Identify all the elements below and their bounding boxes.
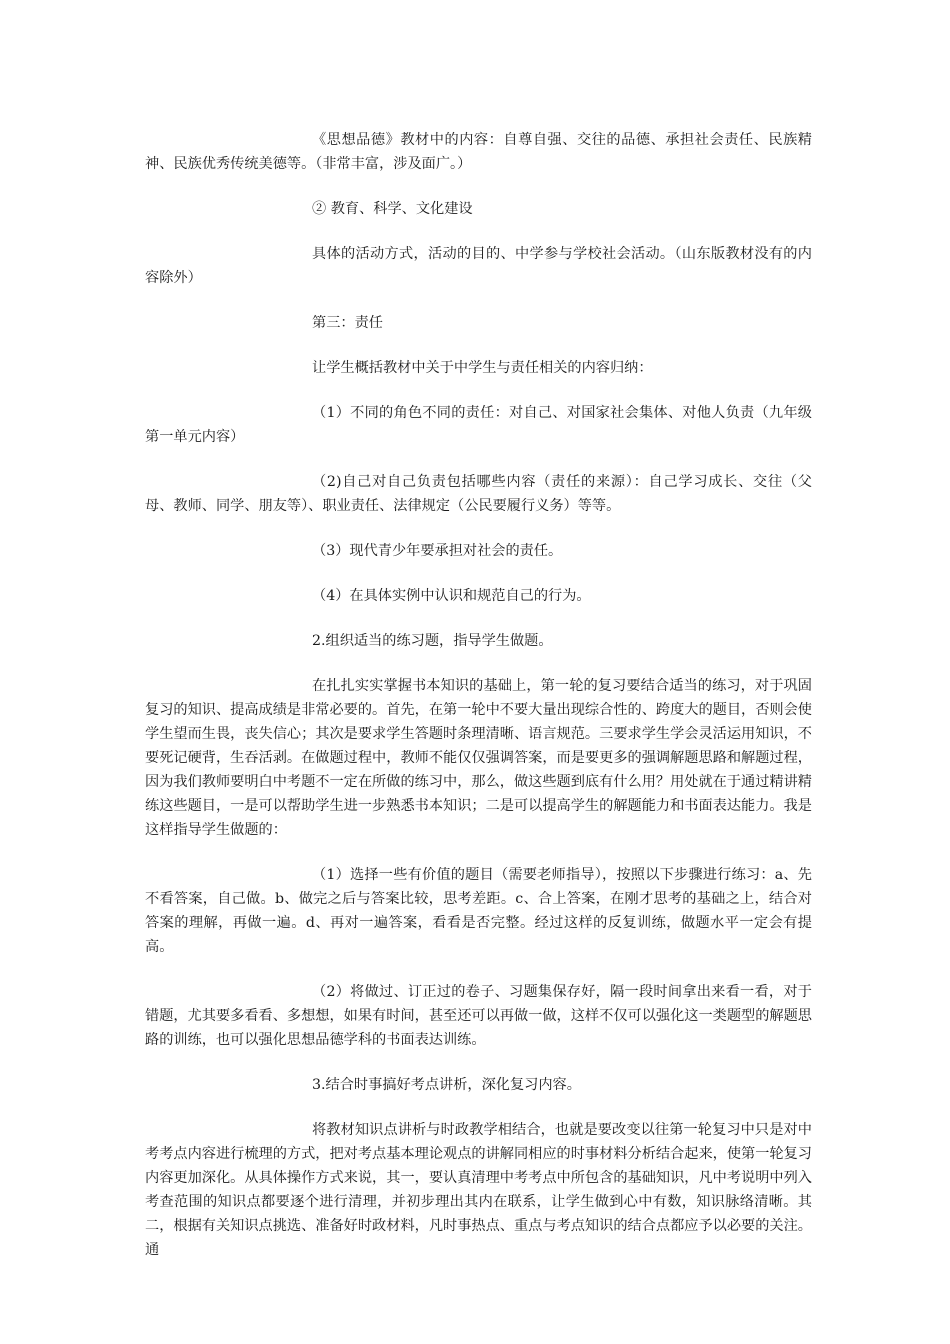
paragraph-item-2-self: （2)自己对自己负责包括哪些内容（责任的来源）：自己学习成长、交往（父母、教师、同学、朋友等）、职业责任、法律规定（公民要履行义务）等等。 [145,474,812,514]
paragraph-practice-body: 在扎扎实实掌握书本知识的基础上，第一轮的复习要结合适当的练习，对于巩固复习的知识、提高成绩是非常必要的。首先，在第一轮中不要大量出现综合性的、跨度大的题目，否则会使学生望而生畏，丧失信心；其次是要求学生答题时条理清晰、语言规范。三要求学生学会灵活运用知识，不要死记硬背，生吞活剥。在做题过程中，教师不能仅仅强调答案，而是要更多的强调解题思路和解题过程，因为我们教师要明白中考题不一定在所做的练习中，那么，做这些题到底有什么用？用处就在于通过精讲精练这些题目，一是可以帮助学生进一步熟悉书本知识；二是可以提高学生的解题能力和书面表达能力。我是这样指导学生做题的： [145,678,812,838]
paragraph-section-responsibility: 第三：责任 [312,315,383,331]
document-body [145,128,812,1262]
paragraph-current-affairs-body: 将教材知识点讲析与时政教学相结合，也就是要改变以往第一轮复习中只是对中考考点内容进行梳理的方式，把对考点基本理论观点的讲解同相应的时事材料分析结合起来，使第一轮复习内容更加深化。从具体操作方式来说，其一，要认真清理中考考点中所包含的基础知识，凡中考说明中列入考查范围的知识点都要逐个进行清理，并初步理出其内在联系，让学生做到心中有数，知识脉络清晰。其二，根据有关知识点挑选、准备好时政材料，凡时事热点、重点与考点知识的结合点都应予以必要的关注。通 [145,1122,812,1258]
paragraph-item-4-behavior: （4）在具体实例中认识和规范自己的行为。 [312,588,591,604]
paragraph-practice-step-1: （1）选择一些有价值的题目（需要老师指导），按照以下步骤进行练习：a、先不看答案，自己做。b、做完之后与答案比较，思考差距。c、合上答案，在刚才思考的基础之上，结合对答案的理解，再做一遍。d、再对一遍答案，看看是否完整。经过这样的反复训练，做题水平一定会有提高。 [145,867,812,955]
paragraph-practice-step-2: （2）将做过、订正过的卷子、习题集保存好，隔一段时间拿出来看一看，对于错题，尤其要多看看、多想想，如果有时间，甚至还可以再做一做，这样不仅可以强化这一类题型的解题思路的训练，也可以强化思想品德学科的书面表达训练。 [145,984,812,1048]
paragraph-activity-methods: 具体的活动方式，活动的目的、中学参与学校社会活动。（山东版教材没有的内容除外） [145,246,812,286]
paragraph-item-3-society: （3）现代青少年要承担对社会的责任。 [312,543,563,559]
paragraph-education-science-culture: ② 教育、科学、文化建设 [312,201,473,217]
paragraph-item-1-roles: （1）不同的角色不同的责任：对自己、对国家社会集体、对他人负责（九年级第一单元内容） [145,405,812,445]
paragraph-summarize-responsibility: 让学生概括教材中关于中学生与责任相关的内容归纳： [312,360,653,376]
paragraph-heading-current-affairs: 3.结合时事搞好考点讲析，深化复习内容。 [312,1077,581,1093]
paragraph-heading-practice: 2.组织适当的练习题，指导学生做题。 [312,633,553,649]
paragraph-textbook-content: 《思想品德》教材中的内容：自尊自强、交往的品德、承担社会责任、民族精神、民族优秀传统美德等。（非常丰富，涉及面广。） [145,132,812,172]
